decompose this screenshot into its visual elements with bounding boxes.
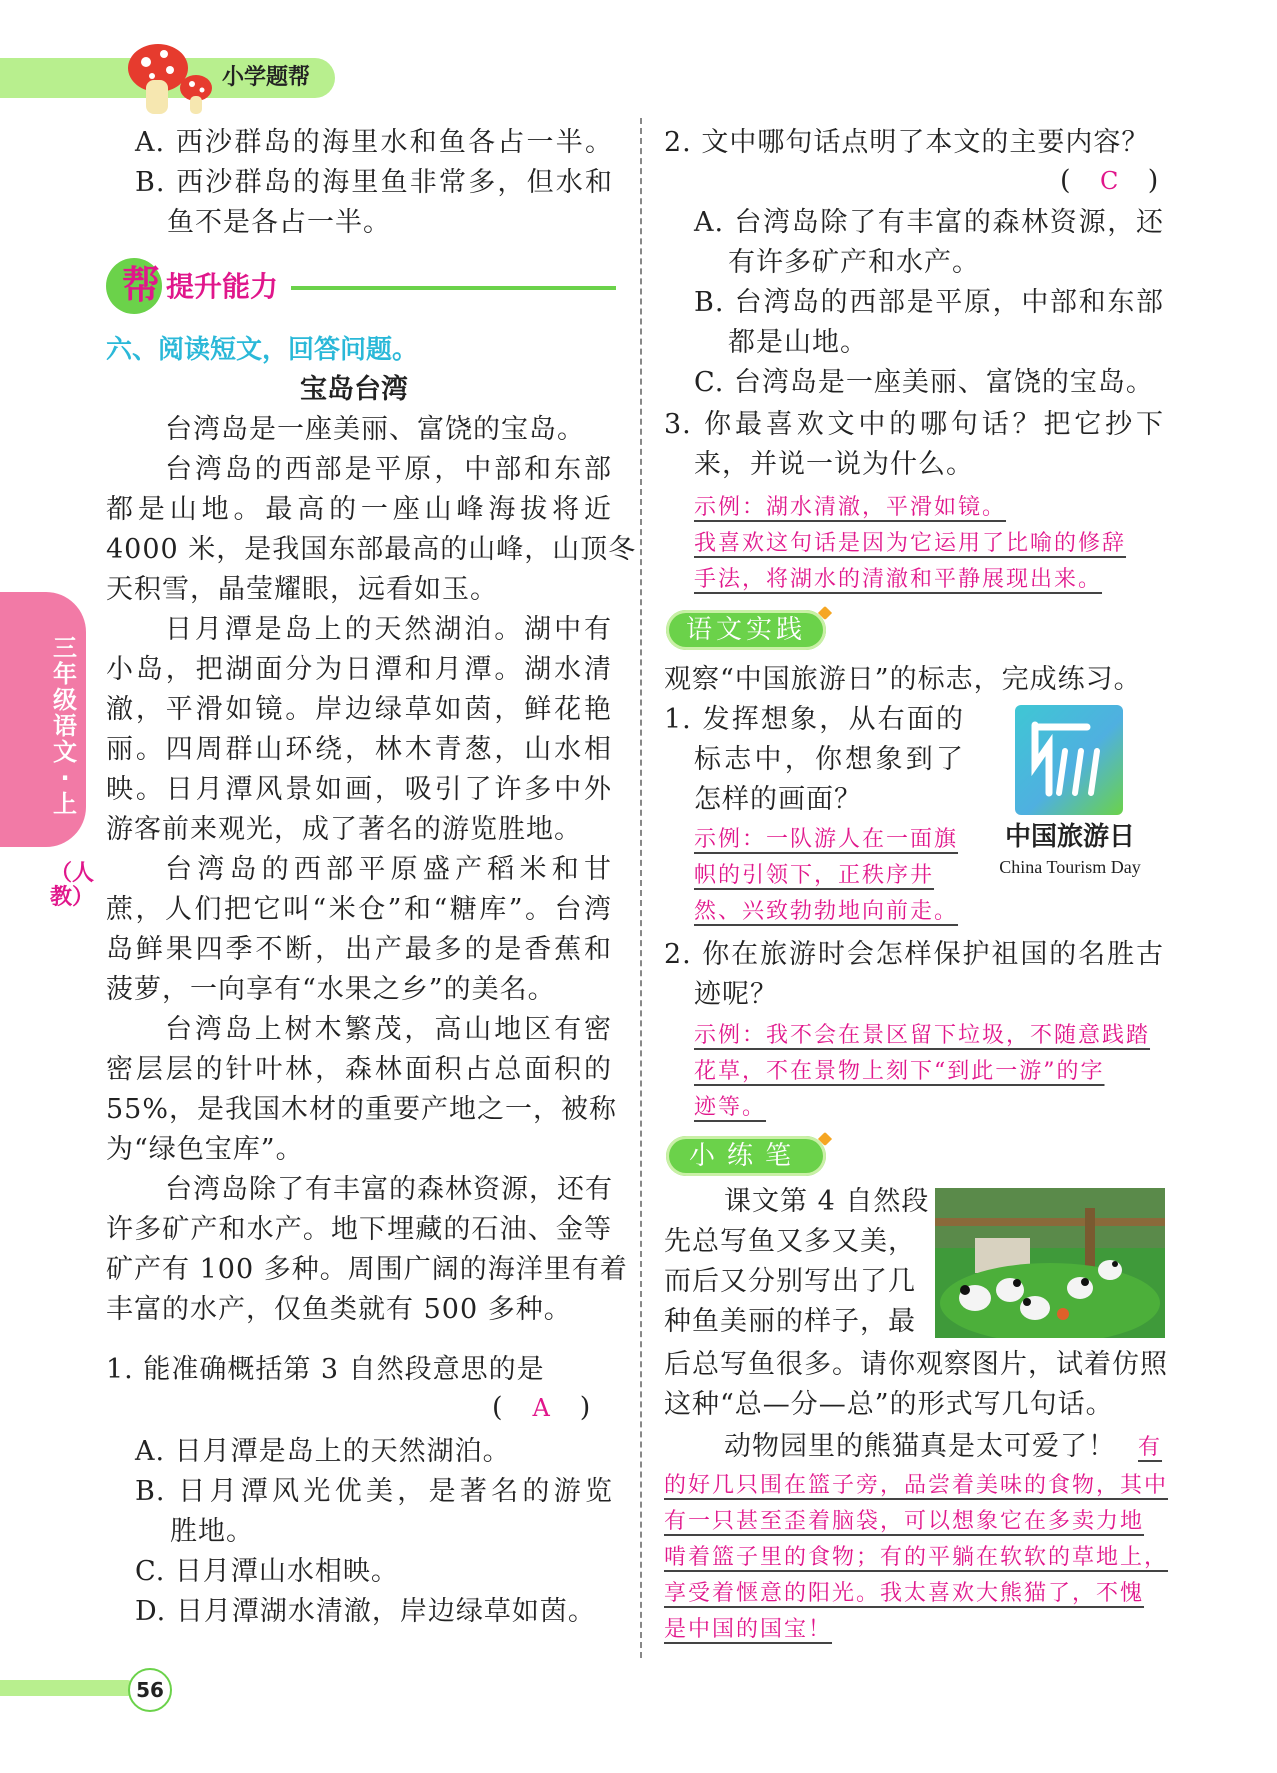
article-line: 澈，平滑如镜。岸边绿草如茵，鲜花艳: [106, 694, 612, 725]
writing-line1: 课文第 4 自然段: [724, 1186, 930, 1217]
writing-answer-line5: 享受着惬意的阳光。我太喜欢大熊猫了，不愧: [664, 1581, 1145, 1606]
section-banner: [106, 258, 616, 314]
article-line: 为“绿色宝库”。: [106, 1134, 304, 1165]
q1-answer-paren: ( A ): [492, 1392, 591, 1423]
q2-option-a-line1: A. 台湾岛除了有丰富的森林资源，还: [694, 207, 1164, 238]
mushroom-logo-icon: [120, 38, 215, 118]
q1-option-c: C. 日月潭山水相映。: [135, 1556, 399, 1587]
article-line: 菠萝，一向享有“水果之乡”的美名。: [106, 974, 556, 1005]
p2-answer-line2: 花草，不在景物上刻下“到此一游”的字: [694, 1059, 1105, 1084]
article-line: 天积雪，晶莹耀眼，远看如玉。: [106, 574, 498, 605]
article-line: 游客前来观光，成了著名的游览胜地。: [106, 814, 582, 845]
article-line: 许多矿产和水产。地下埋藏的石油、金等: [106, 1214, 612, 1245]
article-line: 台湾岛的西部平原盛产稻米和甘: [165, 854, 612, 885]
banner-rule: [291, 286, 616, 290]
article-line: 日月潭是岛上的天然湖泊。湖中有: [165, 614, 612, 645]
writing-line2: 先总写鱼又多又美，: [664, 1226, 916, 1257]
side-tab-grade: 三年级语文·上: [53, 634, 77, 818]
writing-line5: 后总写鱼很多。请你观察图片，试着仿照: [664, 1349, 1168, 1380]
writing-label: 小练笔: [666, 1136, 826, 1176]
banner-label: 提升能力: [166, 270, 279, 303]
logo-caption-en: China Tourism Day: [999, 857, 1141, 877]
q2-option-b-line1: B. 台湾岛的西部是平原，中部和东部: [694, 287, 1164, 318]
footer-bar: [0, 1680, 135, 1696]
q1-option-b-line2: 胜地。: [170, 1516, 254, 1547]
article-line: 蔗，人们把它叫“米仓”和“糖库”。台湾: [106, 894, 612, 925]
article-line: 台湾岛除了有丰富的森林资源，还有: [165, 1174, 613, 1205]
article-line: 岛鲜果四季不断，出产最多的是香蕉和: [106, 934, 612, 965]
question-3-line2: 来，并说一说为什么。: [694, 449, 974, 480]
question-1: 1. 能准确概括第 3 自然段意思的是: [106, 1354, 545, 1385]
writing-answer-line4: 啃着篮子里的食物；有的平躺在软软的草地上，: [664, 1545, 1169, 1570]
practice-1-line2: 标志中，你想象到了: [694, 744, 964, 775]
question-2: 2. 文中哪句话点明了本文的主要内容？: [664, 127, 1150, 158]
q2-answer-paren: ( C ): [1060, 165, 1159, 196]
article-line: 55%，是我国木材的重要产地之一，被称: [106, 1094, 618, 1125]
article-line: 密层层的针叶林，森林面积占总面积的: [106, 1054, 612, 1085]
practice-2-line1: 2. 你在旅游时会怎样保护祖国的名胜古: [664, 939, 1164, 970]
writing-answer-line2: 的好几只围在篮子旁，品尝着美味的食物，其中: [664, 1473, 1169, 1498]
practice-intro: 观察“中国旅游日”的标志，完成练习。: [664, 664, 1142, 695]
writing-answer-line1: 有: [1138, 1435, 1163, 1460]
article-line: 矿产有 100 多种。周围广阔的海洋里有着: [106, 1254, 628, 1285]
p1-answer-line2: 帜的引领下，正秩序井: [694, 863, 935, 888]
logo-caption-cn: 中国旅游日: [1004, 822, 1135, 852]
writing-line6: 这种“总—分—总”的形式写几句话。: [664, 1389, 1114, 1420]
q3-answer-line3: 手法，将湖水的清澈和平静展现出来。: [694, 567, 1103, 592]
article-line: 都是山地。最高的一座山峰海拔将近: [106, 494, 612, 525]
practice-1-line1: 1. 发挥想象，从右面的: [664, 704, 964, 735]
article-line: 台湾岛上树木繁茂，高山地区有密: [165, 1014, 612, 1045]
p2-answer-line1: 示例：我不会在景区留下垃圾，不随意践踏: [694, 1023, 1151, 1048]
article-line: 丰富的水产，仅鱼类就有 500 多种。: [106, 1294, 572, 1325]
writing-start: 动物园里的熊猫真是太可爱了！: [724, 1431, 1116, 1462]
q2-option-c: C. 台湾岛是一座美丽、富饶的宝岛。: [694, 367, 1154, 398]
side-tab-edition: （人教）: [50, 861, 95, 910]
article-line: 台湾岛的西部是平原，中部和东部: [165, 454, 612, 485]
article-line: 映。日月潭风景如画，吸引了许多中外: [106, 774, 612, 805]
q1-option-a: A. 日月潭是岛上的天然湖泊。: [135, 1436, 511, 1467]
article-line: 丽。四周群山环绕，林木青葱，山水相: [106, 734, 612, 765]
practice-1-line3: 怎样的画面？: [694, 784, 862, 815]
q3-answer-line2: 我喜欢这句话是因为它运用了比喻的修辞: [694, 531, 1127, 556]
article-title: 宝岛台湾: [300, 374, 408, 405]
tourism-day-logo-icon: [1015, 705, 1123, 815]
writing-line4: 种鱼美丽的样子，最: [664, 1306, 916, 1337]
page-number: 56: [128, 1668, 172, 1712]
article-line: 4000 米，是我国东部最高的山峰，山顶冬: [106, 534, 637, 565]
article-line: 台湾岛是一座美丽、富饶的宝岛。: [165, 414, 585, 445]
writing-answer-line3: 有一只甚至歪着脑袋，可以想象它在多卖力地: [664, 1509, 1145, 1534]
prev-option-b-line2: 鱼不是各占一半。: [167, 207, 391, 238]
p2-answer-line3: 迹等。: [694, 1095, 767, 1120]
p1-answer-line1: 示例：一队游人在一面旗: [694, 827, 959, 852]
panda-photo: [935, 1188, 1165, 1338]
q2-option-a-line2: 有许多矿产和水产。: [728, 247, 980, 278]
brand-title: 小学题帮: [222, 65, 311, 90]
q2-option-b-line2: 都是山地。: [728, 327, 868, 358]
writing-answer-line6: 是中国的国宝！: [664, 1617, 833, 1642]
column-divider: [640, 118, 642, 1658]
p1-answer-line3: 然、兴致勃勃地向前走。: [694, 899, 959, 924]
q1-option-d: D. 日月潭湖水清澈，岸边绿草如茵。: [135, 1596, 596, 1627]
writing-line3: 而后又分别写出了几: [664, 1266, 916, 1297]
q3-answer-line1: 示例：湖水清澈，平滑如镜。: [694, 495, 1007, 520]
practice-label: 语文实践: [666, 610, 826, 650]
task-title: 六、阅读短文，回答问题。: [106, 335, 419, 365]
q2-answer: C: [1099, 167, 1119, 195]
prev-option-a: A. 西沙群岛的海里水和鱼各占一半。: [135, 127, 613, 158]
prev-option-b-line1: B. 西沙群岛的海里鱼非常多，但水和: [135, 167, 613, 198]
q1-option-b-line1: B. 日月潭风光优美，是著名的游览: [135, 1476, 613, 1507]
question-3-line1: 3. 你最喜欢文中的哪句话？把它抄下: [664, 409, 1164, 440]
q1-answer: A: [532, 1394, 550, 1422]
article-line: 小岛，把湖面分为日潭和月潭。湖水清: [106, 654, 612, 685]
practice-2-line2: 迹呢？: [694, 979, 778, 1010]
banner-bang: 帮: [122, 263, 161, 307]
